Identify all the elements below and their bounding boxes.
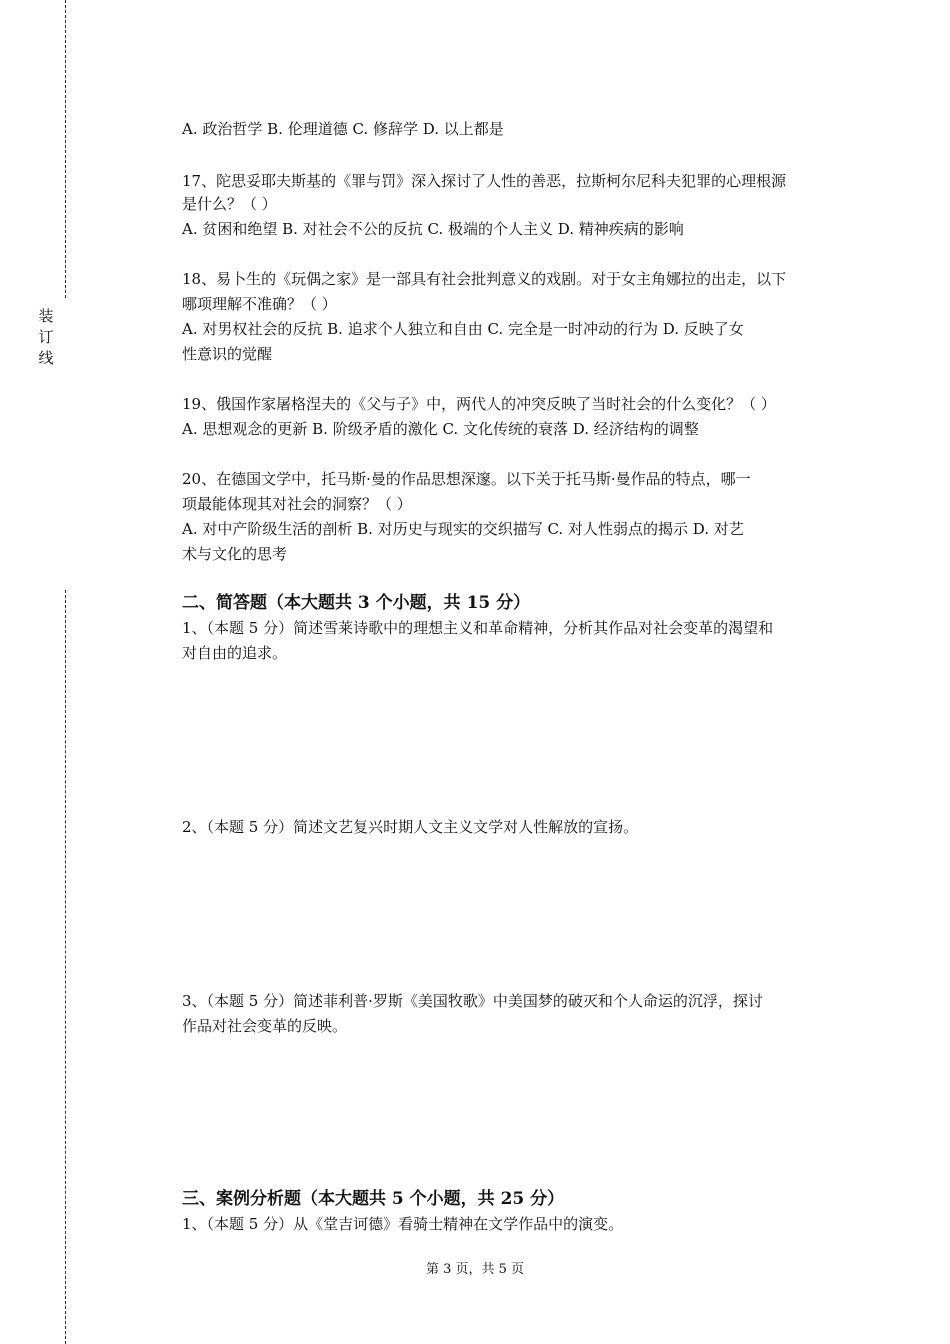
q18-options-cont: 性意识的觉醒 xyxy=(182,345,273,363)
q20-stem-cont: 项最能体现其对社会的洞察？（ ） xyxy=(182,495,412,513)
s2-q1-stem: 1、（本题 5 分）简述雪莱诗歌中的理想主义和革命精神，分析其作品对社会变革的渴望和 xyxy=(182,619,774,637)
q19-stem: 19、俄国作家屠格涅夫的《父与子》中，两代人的冲突反映了当时社会的什么变化？（ ） xyxy=(182,395,776,413)
binding-label xyxy=(36,306,56,369)
q18-stem-cont: 哪项理解不准确？（ ） xyxy=(182,295,337,313)
q20-options: A. 对中产阶级生活的剖析 B. 对历史与现实的交织描写 C. 对人性弱点的揭示 D. 对艺 xyxy=(182,520,744,538)
q20-stem: 20、在德国文学中，托马斯·曼的作品思想深邃。以下关于托马斯·曼作品的特点，哪一 xyxy=(182,470,751,488)
q17-stem: 17、陀思妥耶夫斯基的《罪与罚》深入探讨了人性的善恶，拉斯柯尔尼科夫犯罪的心理根源 xyxy=(182,172,787,190)
binding-char: 订 xyxy=(38,328,54,346)
binding-char: 线 xyxy=(38,349,54,367)
s2-q3-stem: 3、（本题 5 分）简述菲利普·罗斯《美国牧歌》中美国梦的破灭和个人命运的沉浮，探讨 xyxy=(182,992,763,1010)
q17-options: A. 贫困和绝望 B. 对社会不公的反抗 C. 极端的个人主义 D. 精神疾病的影响 xyxy=(182,220,684,238)
s3-q1-stem: 1、（本题 5 分）从《堂吉诃德》看骑士精神在文学作品中的演变。 xyxy=(182,1215,624,1233)
binding-char: 装 xyxy=(38,307,54,325)
q18-stem: 18、易卜生的《玩偶之家》是一部具有社会批判意义的戏剧。对于女主角娜拉的出走，以下 xyxy=(182,270,787,288)
s2-q2-stem: 2、（本题 5 分）简述文艺复兴时期人文主义文学对人性解放的宣扬。 xyxy=(182,818,639,836)
q19-options: A. 思想观念的更新 B. 阶级矛盾的激化 C. 文化传统的衰落 D. 经济结构的调整 xyxy=(182,420,699,438)
section-2-heading: 二、简答题（本大题共 3 个小题，共 15 分） xyxy=(182,593,531,613)
q17-stem-cont: 是什么？（ ） xyxy=(182,195,277,213)
s2-q1-stem-cont: 对自由的追求。 xyxy=(182,644,288,662)
q18-options: A. 对男权社会的反抗 B. 追求个人独立和自由 C. 完全是一时冲动的行为 D. 反映了女 xyxy=(182,320,744,338)
binding-line-top xyxy=(65,0,66,298)
page-number: 第 3 页，共 5 页 xyxy=(425,1262,525,1277)
section-3-heading: 三、案例分析题（本大题共 5 个小题，共 25 分） xyxy=(182,1189,565,1209)
q20-options-cont: 术与文化的思考 xyxy=(182,545,288,563)
binding-line-bottom xyxy=(65,590,66,1344)
q16-options: A. 政治哲学 B. 伦理道德 C. 修辞学 D. 以上都是 xyxy=(182,120,504,138)
s2-q3-stem-cont: 作品对社会变革的反映。 xyxy=(182,1017,348,1035)
